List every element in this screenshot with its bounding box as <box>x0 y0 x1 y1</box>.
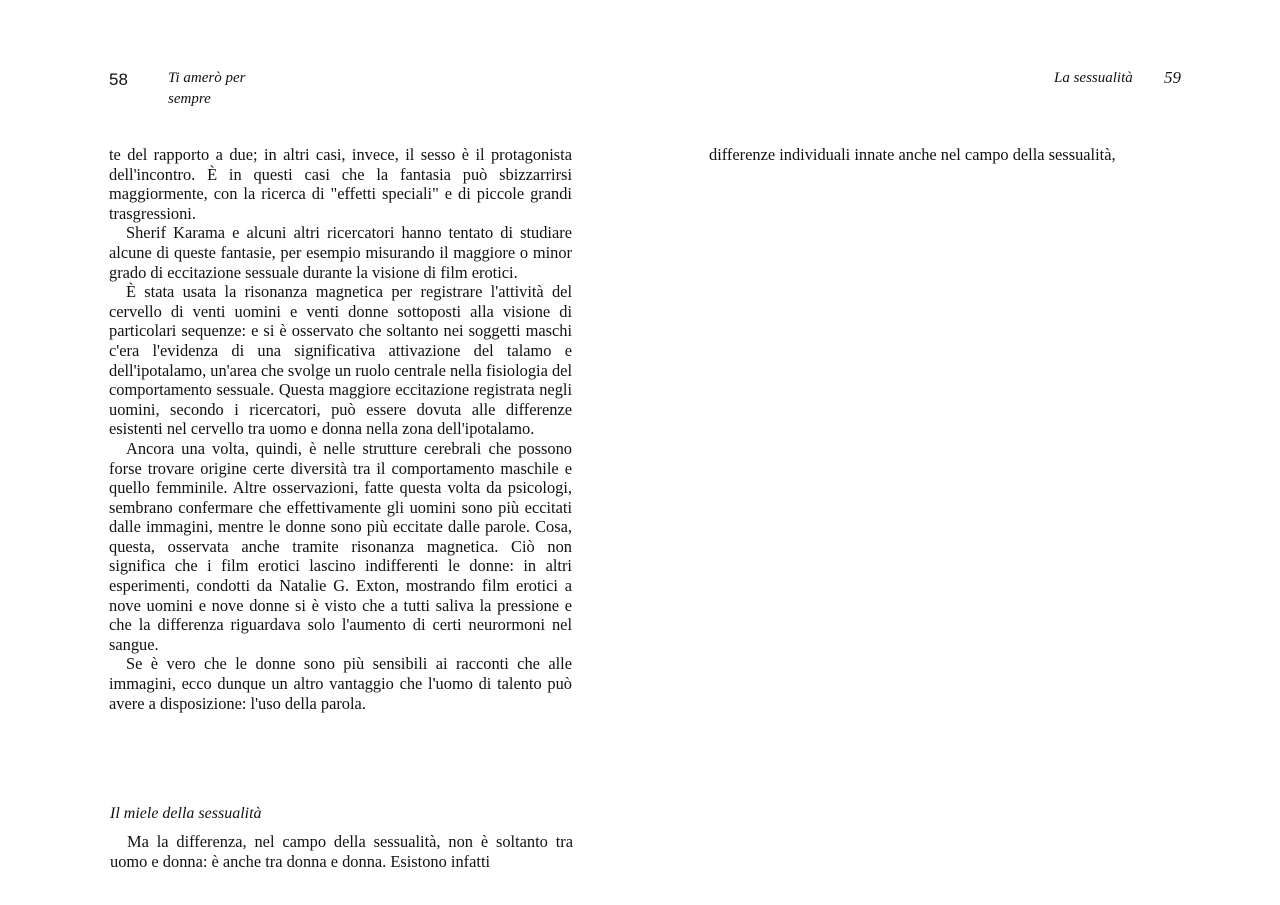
section-paragraph: Ma la differenza, nel campo della sessualità, non è soltanto tra uomo e donna: è anche tra donna e donna. Esistono infatti <box>110 832 573 871</box>
paragraph: Ancora una volta, quindi, è nelle strutture cerebrali che possono forse trovare origine certe diversità tra il comportamento maschile e quello femminile. Altre osservazioni, fatte questa volta da psicologi, sembrano confermare che effettivamente gli uomini sono più eccitati dalle immagini, mentre le donne sono più eccitate dalle parole. Cosa, questa, osservata anche tramite risonanza magnetica. Ciò non significa che i film erotici lascino indifferenti le donne: in altri esperimenti, condotti da Natalie G. Exton, mostrando film erotici a nove uomini e nove donne si è visto che a tutti saliva la pressione e che la differenza riguardava solo l'aumento di certi neurormoni nel sangue. <box>109 438 572 654</box>
paragraph: te del rapporto a due; in altri casi, invece, il sesso è il protagonista dell'incontro. È in questi casi che la fantasia può sbizzarrirsi maggiormente, con la ricerca di "effetti speciali" e di piccole grandi trasgressioni. <box>109 145 572 223</box>
left-page-body <box>109 145 572 713</box>
paragraph: Sherif Karama e alcuni altri ricercatori hanno tentato di studiare alcune di queste fantasie, per esempio misurando il maggiore o minor grado di eccitazione sessuale durante la visione di film erotici. <box>109 223 572 282</box>
paragraph: Se è vero che le donne sono più sensibili ai racconti che alle immagini, ecco dunque un altro vantaggio che l'uomo di talento può avere a disposizione: l'uso della parola. <box>109 654 572 713</box>
left-page-number: 58 <box>109 70 128 89</box>
right-running-head: La sessualità <box>1054 70 1133 86</box>
left-running-head: Ti amerò per sempre <box>168 70 246 107</box>
section-heading: Il miele della sessualità <box>110 805 262 822</box>
right-page-number: 59 <box>1164 68 1181 87</box>
paragraph: È stata usata la risonanza magnetica per registrare l'attività del cervello di venti uomini e venti donne sottoposti alla visione di particolari sequenze: e si è osservato che soltanto nei soggetti maschi c'era l'evidenza di una significativa attivazione del talamo e dell'ipotalamo, un'area che svolge un ruolo centrale nella fisiologia del comportamento sessuale. Questa maggiore eccitazione registrata negli uomini, secondo i ricercatori, può essere dovuta alle differenze esistenti nel cervello tra uomo e donna nella zona dell'ipotalamo. <box>109 282 572 439</box>
right-page-body: differenze individuali innate anche nel campo della sessualità, <box>709 145 1116 164</box>
